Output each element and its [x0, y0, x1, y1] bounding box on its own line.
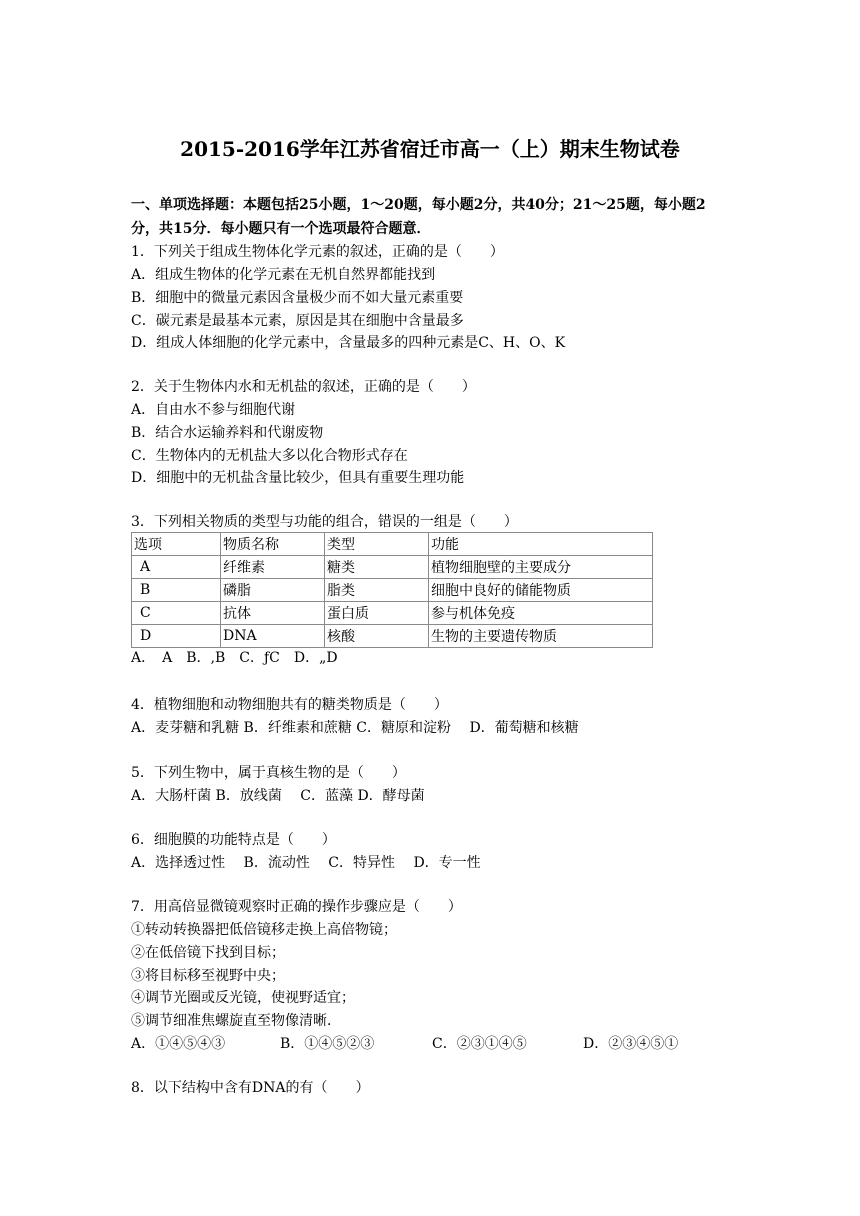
table-cell: 植物细胞壁的主要成分	[429, 556, 653, 579]
q2-option-c: C．生物体内的无机盐大多以化合物形式存在	[131, 448, 408, 464]
q6-stem: 6．细胞膜的功能特点是（ ）	[131, 832, 336, 848]
q7-step-2: ②在低倍镜下找到目标；	[131, 945, 285, 961]
table-header-cell: 选项	[132, 533, 221, 556]
q4-options: A．麦芽糖和乳糖 B．纤维素和蔗糖 C．糖原和淀粉 D．葡萄糖和核糖	[131, 720, 579, 736]
q7-step-1: ①转动转换器把低倍镜移走换上高倍物镜；	[131, 922, 397, 938]
q7-option-d: D．②③④⑤①	[583, 1036, 679, 1052]
table-cell: 纤维素	[221, 556, 325, 579]
table-cell: C	[132, 602, 221, 625]
table-cell: A	[132, 556, 221, 579]
q7-option-a: A．①④⑤④③	[131, 1036, 226, 1052]
q5-options: A．大肠杆菌 B．放线菌 C．蓝藻 D．酵母菌	[131, 788, 425, 804]
q3-table	[131, 532, 653, 648]
table-cell: D	[132, 625, 221, 648]
table-header-cell: 类型	[325, 533, 429, 556]
table-cell: 生物的主要遗传物质	[429, 625, 653, 648]
q5-stem: 5．下列生物中，属于真核生物的是（ ）	[131, 765, 406, 781]
q1-option-c: C．碳元素是最基本元素，原因是其在细胞中含量最多	[131, 313, 464, 329]
q6-options: A．选择透过性 B．流动性 C．特异性 D．专一性	[131, 855, 481, 871]
q2-option-a: A．自由水不参与细胞代谢	[131, 402, 296, 418]
q3-options: A． A B．‚B C．ƒC D．„D	[131, 650, 338, 666]
table-row	[132, 556, 653, 579]
table-cell: 糖类	[325, 556, 429, 579]
table-header-cell: 功能	[429, 533, 653, 556]
table-row	[132, 579, 653, 602]
q3-stem: 3．下列相关物质的类型与功能的组合，错误的一组是（ ）	[131, 514, 518, 530]
table-row	[132, 602, 653, 625]
table-cell: 脂类	[325, 579, 429, 602]
q2-option-b: B．结合水运输养料和代谢废物	[131, 425, 324, 441]
table-cell: 抗体	[221, 602, 325, 625]
q2-option-d: D．细胞中的无机盐含量比较少，但具有重要生理功能	[131, 470, 465, 486]
q8-stem: 8．以下结构中含有DNA的有（ ）	[131, 1080, 370, 1096]
q7-step-3: ③将目标移至视野中央；	[131, 968, 285, 984]
q2-stem: 2．关于生物体内水和无机盐的叙述，正确的是（ ）	[131, 379, 476, 395]
q7-step-5: ⑤调节细准焦螺旋直至物像清晰．	[131, 1013, 341, 1029]
table-row	[132, 625, 653, 648]
table-cell: B	[132, 579, 221, 602]
table-cell: 细胞中良好的储能物质	[429, 579, 653, 602]
q7-step-4: ④调节光圈或反光镜，使视野适宜；	[131, 990, 355, 1006]
section-heading: 一、单项选择题：本题包括25小题，1～20题，每小题2分，共40分；21～25题，每小题2分，共15分．每小题只有一个选项最符合题意．	[131, 197, 706, 237]
q1-option-d: D．组成人体细胞的化学元素中，含量最多的四种元素是C、H、O、K	[131, 335, 566, 351]
table-header-cell: 物质名称	[221, 533, 325, 556]
q7-option-b: B．①④⑤②③	[280, 1036, 375, 1052]
table-cell: 参与机体免疫	[429, 602, 653, 625]
q1-option-b: B．细胞中的微量元素因含量极少而不如大量元素重要	[131, 290, 464, 306]
exam-title: 2015-2016学年江苏省宿迁市高一（上）期末生物试卷	[180, 137, 680, 161]
table-cell: DNA	[221, 625, 325, 648]
q4-stem: 4．植物细胞和动物细胞共有的糖类物质是（ ）	[131, 697, 448, 713]
table-cell: 核酸	[325, 625, 429, 648]
table-cell: 磷脂	[221, 579, 325, 602]
table-header-row	[132, 533, 653, 556]
table-cell: 蛋白质	[325, 602, 429, 625]
q7-option-c: C．②③①④⑤	[432, 1036, 527, 1052]
q1-stem: 1．下列关于组成生物体化学元素的叙述，正确的是（ ）	[131, 244, 504, 260]
q1-option-a: A．组成生物体的化学元素在无机自然界都能找到	[131, 267, 436, 283]
q7-stem: 7．用高倍显微镜观察时正确的操作步骤应是（ ）	[131, 899, 462, 915]
